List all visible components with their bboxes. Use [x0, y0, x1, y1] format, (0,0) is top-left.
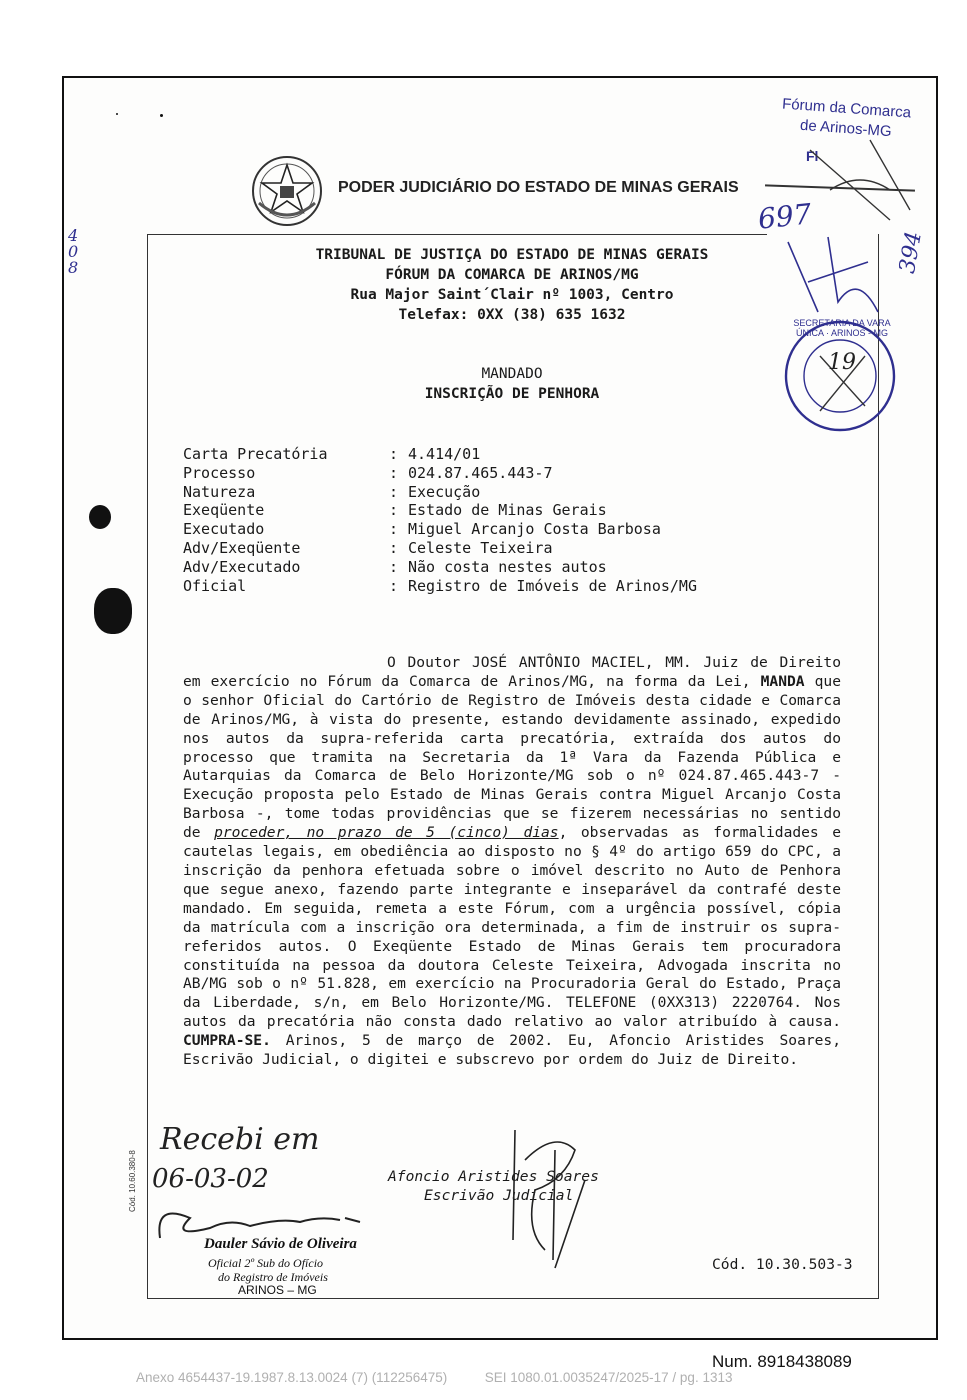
punch-hole [89, 505, 111, 529]
forum-stamp-line2: de Arinos-MG [799, 116, 893, 141]
case-field-value: Estado de Minas Gerais [408, 501, 607, 520]
clerk-handwritten-signature [495, 1120, 605, 1270]
document-subtitle: INSCRIÇÃO DE PENHORA [424, 386, 600, 402]
case-field-label: Processo [183, 463, 256, 482]
case-field-value: Não costa nestes autos [408, 557, 607, 576]
body-cumpra-se: CUMPRA-SE. [183, 1032, 271, 1050]
document-reference: Anexo 4654437-19.1987.8.13.0024 (7) (112256475) SEI 1080.01.0035247/2025-17 / pg. 1313 [136, 1370, 733, 1385]
case-field-row [183, 558, 697, 577]
case-field-row [183, 520, 697, 539]
case-field-value: Miguel Arcanjo Costa Barbosa [408, 520, 661, 539]
official-city: ARINOS – MG [238, 1283, 317, 1297]
forum-phone: Telefax: 0XX (38) 635 1632 [398, 307, 626, 323]
case-field-row [183, 464, 697, 483]
forum-name: FÓRUM DA COMARCA DE ARINOS/MG [385, 267, 639, 283]
case-field-value: 4.414/01 [408, 445, 481, 463]
speck [160, 114, 163, 117]
mandate-body [183, 654, 841, 1070]
body-manda: MANDA [760, 672, 805, 690]
secretaria-stamp-number: 19 [828, 350, 856, 375]
case-field-separator: : [389, 520, 399, 539]
document-code: Cód. 10.30.503-3 [712, 1256, 853, 1273]
document-number: Num. 8918438089 [712, 1352, 852, 1371]
body-deadline: proceder, no prazo de 5 (cinco) dias [214, 824, 559, 842]
forum-stamp-line1: Fórum da Comarca [781, 95, 912, 122]
case-field-separator: : [389, 445, 399, 463]
case-field-value: Registro de Imóveis de Arinos/MG [408, 576, 697, 595]
case-field-label: Carta Precatória [183, 445, 328, 463]
initials-scribble [778, 232, 888, 322]
case-field-row [183, 445, 697, 464]
case-field-separator: : [389, 501, 399, 520]
official-name: Dauler Sávio de Oliveira [204, 1236, 357, 1252]
case-field-separator: : [389, 482, 399, 501]
case-field-row [183, 577, 697, 596]
minas-gerais-coat-of-arms-icon [249, 153, 325, 229]
secretaria-stamp-text: SECRETARIA DA VARA ÚNICA · ARINOS - MG [793, 318, 891, 338]
case-field-value: Celeste Teixeira [408, 538, 553, 557]
case-field-separator: : [389, 463, 399, 482]
case-fields [183, 445, 697, 595]
received-date: 06-03-02 [152, 1164, 269, 1194]
case-field-separator: : [389, 576, 399, 595]
case-field-separator: : [389, 557, 399, 576]
official-title: Oficial 2º Sub do Ofício [208, 1256, 324, 1270]
case-field-row [183, 501, 697, 520]
case-field-label: Adv/Executado [183, 557, 301, 576]
page-number-handwritten: 697 [756, 197, 814, 236]
official-side-code: Cód. 10.60.380-8 [128, 1150, 137, 1212]
body-part2: que o senhor Oficial do Cartório de Registro de Imóveis desta cidade e Comarca de Arinos/MG, à vista do presente, estando devidamente assinado, expedido nos autos da supra-referida carta precatória, extraída dos autos do processo que tramita na Secretaria da 1ª Vara da Fazenda Pública e Autarquias da Comarca de Belo Horizonte/MG sob o nº 024.87.465.443-7 - Execução proposta pelo Estado de Minas Gerais contra Miguel Arcanjo Costa Barbosa -, tome todas providências que se fizerem necessárias no sentido de [183, 672, 841, 842]
case-field-separator: : [389, 538, 399, 557]
case-field-value: Execução [408, 482, 481, 501]
header-title: PODER JUDICIÁRIO DO ESTADO DE MINAS GERAIS [338, 179, 739, 196]
body-part3: , observadas as formalidades e cautelas legais, em obediência ao disposto no § 4º do artigo 659 do CPC, a inscrição da penhora efetuada sobre o imóvel descrito no Auto de Penhora que segue anexo, fazendo parte integrante e inseparável da contrafé deste mandado. Em seguida, remeta a este Fórum, com a urgência possível, cópia da matrícula com a inscrição ora determinada, a fim de instruir os supra-referidos autos. O Exeqüente Estado de Minas Gerais tem procuradora constituída na pessoa da doutora Celeste Teixeira, Advogada inscrita no AB/MG sob o nº 51.828, em exercício na Procuradoria Geral do Estado, Praça da Liberdade, s/n, em Belo Horizonte/MG. TELEFONE (0XX313) 2220764. Nos autos da precatória não consta dado relativo ao valor atribuído à causa. [183, 824, 841, 1031]
received-note: Recebi em [160, 1122, 320, 1157]
forum-stamp-fl: Fl [806, 148, 819, 164]
official-office: do Registro de Imóveis [218, 1270, 328, 1284]
forum-stamp-marks [800, 130, 920, 230]
body-closing: Arinos, 5 de março de 2002. Eu, Afoncio Aristides Soares, Escrivão Judicial, o digitei e subscrevo por ordem do Juiz de Direito. [183, 1032, 841, 1069]
body-intro: O Doutor JOSÉ ANTÔNIO MACIEL, MM. Juiz de Direito em exercício no Fórum da Comarca de Arinos/MG, na forma da Lei, [183, 654, 841, 690]
fl-number-handwritten: 394 [895, 229, 927, 276]
forum-address: Rua Major Saint´Clair nº 1003, Centro [350, 287, 674, 303]
court-name: TRIBUNAL DE JUSTIÇA DO ESTADO DE MINAS GERAIS [315, 247, 709, 263]
punch-hole [94, 588, 132, 634]
case-field-label: Exeqüente [183, 501, 265, 520]
case-field-row [183, 539, 697, 558]
case-field-value: 024.87.465.443-7 [408, 463, 553, 482]
case-field-row [183, 483, 697, 502]
case-field-label: Adv/Exeqüente [183, 538, 301, 557]
case-field-label: Oficial [183, 576, 247, 595]
case-field-label: Natureza [183, 482, 256, 501]
clerk-name: Afoncio Aristides Soares [388, 1168, 599, 1185]
speck [116, 113, 118, 115]
clerk-role: Escrivão Judicial [424, 1187, 574, 1204]
case-field-label: Executado [183, 520, 265, 539]
document-title: MANDADO [481, 366, 543, 382]
left-margin-notes: 4 0 8 [68, 226, 79, 277]
